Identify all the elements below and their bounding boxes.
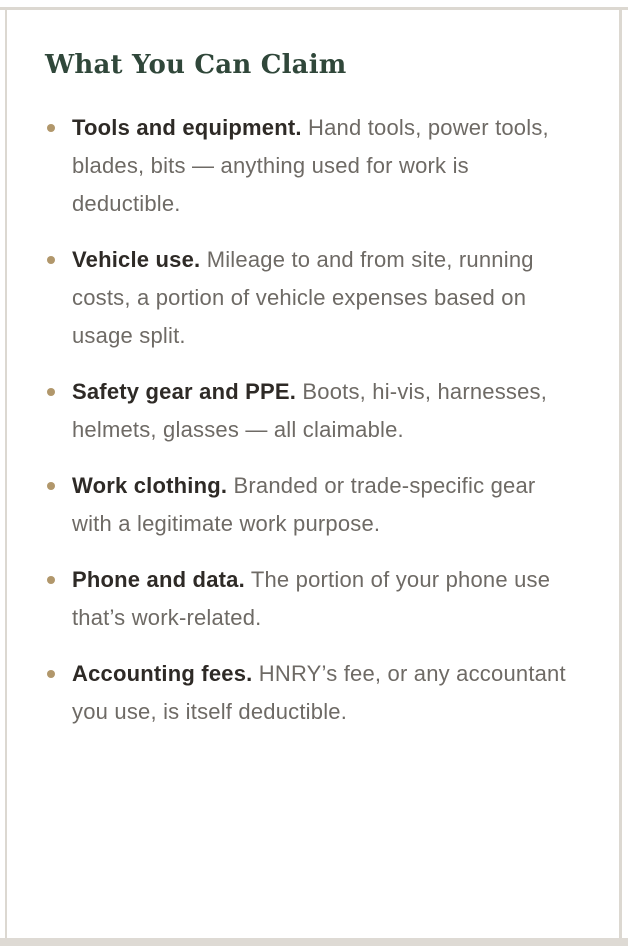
bullet-icon — [47, 256, 55, 264]
list-item-body: Branded or trade-specific gear with a legitimate work purpose. — [72, 473, 536, 537]
bullet-icon — [47, 482, 55, 490]
list-item — [47, 241, 579, 355]
list-item-lead: Work clothing. — [72, 473, 228, 499]
list-item-text — [72, 373, 570, 449]
list-item — [47, 467, 579, 543]
list-item — [47, 655, 579, 731]
list-item-lead: Safety gear and PPE. — [72, 379, 297, 405]
card-title: What You Can Claim — [45, 50, 347, 80]
list-item-body: The portion of your phone use that’s work-related. — [72, 567, 551, 631]
bullet-icon — [47, 576, 55, 584]
claims-list — [45, 109, 579, 731]
list-item — [47, 373, 579, 449]
list-item-text — [72, 241, 570, 355]
list-item-text — [72, 467, 570, 543]
bullet-icon — [47, 670, 55, 678]
list-item-lead: Accounting fees. — [72, 661, 253, 687]
list-item-body: Boots, hi-vis, harnesses, helmets, glasses — all claimable. — [72, 379, 548, 443]
list-item-text — [72, 655, 570, 731]
list-item-text — [72, 561, 570, 637]
bullet-icon — [47, 124, 55, 132]
list-item — [47, 561, 579, 637]
claims-card — [7, 10, 619, 938]
list-item-lead: Vehicle use. — [72, 247, 201, 273]
list-item-lead: Phone and data. — [72, 567, 245, 593]
card-right-border — [619, 7, 622, 938]
bottom-divider — [0, 938, 628, 946]
bullet-icon — [47, 388, 55, 396]
list-item — [47, 109, 579, 223]
list-item-lead: Tools and equipment. — [72, 115, 302, 141]
list-item-text — [72, 109, 570, 223]
list-item-body: Mileage to and from site, running costs, a portion of vehicle expenses based on usage split. — [72, 247, 534, 349]
list-item-body: HNRY’s fee, or any accountant you use, is itself deductible. — [72, 661, 566, 725]
list-item-body: Hand tools, power tools, blades, bits — anything used for work is deductible. — [72, 115, 549, 217]
